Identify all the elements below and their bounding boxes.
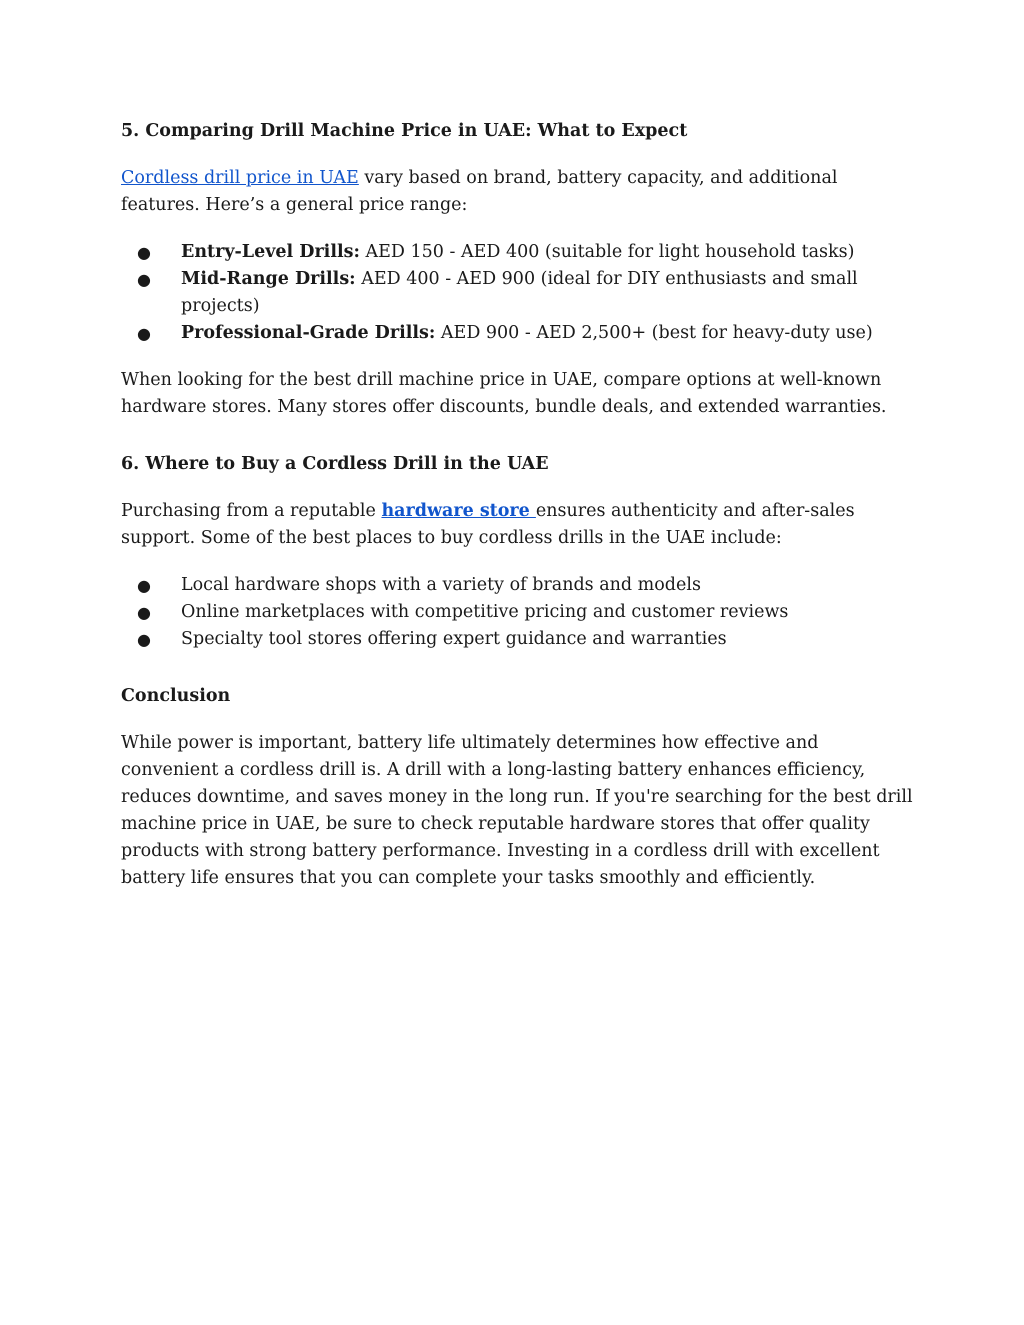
list-item-label: Entry-Level Drills:: [181, 242, 360, 262]
list-item-label: Professional-Grade Drills:: [181, 323, 436, 343]
list-item-text: Local hardware shops with a variety of brands and models: [181, 575, 701, 595]
section-5-intro-text: vary based on brand, battery capacity, and additional features. Here’s a general price range:: [121, 168, 838, 215]
bullet-icon: ●: [137, 630, 151, 649]
section-6-heading: 6. Where to Buy a Cordless Drill in the UAE: [121, 454, 549, 474]
price-range-list: [121, 239, 921, 347]
list-item: [121, 320, 921, 347]
conclusion-heading: Conclusion: [121, 686, 231, 706]
cordless-drill-price-link[interactable]: Cordless drill price in UAE: [121, 168, 359, 188]
list-item: [121, 599, 921, 626]
document-page: [121, 118, 921, 892]
list-item: [121, 266, 921, 320]
bullet-icon: ●: [137, 603, 151, 622]
where-to-buy-list: [121, 572, 921, 653]
bullet-icon: ●: [137, 576, 151, 595]
list-item-text: Specialty tool stores offering expert guidance and warranties: [181, 629, 727, 649]
section-6-intro-before: Purchasing from a reputable: [121, 501, 382, 521]
section-6-intro-after: ensures authenticity and after-sales support. Some of the best places to buy cordless drills in the UAE include:: [121, 501, 855, 548]
bullet-icon: ●: [137, 270, 151, 289]
section-5-heading: 5. Comparing Drill Machine Price in UAE: What to Expect: [121, 121, 688, 141]
conclusion-text: While power is important, battery life ultimately determines how effective and convenient a cordless drill is. A drill with a long-lasting battery enhances efficiency, reduces downtime, and saves money in the long run. If you're searching for the best drill machine price in UAE, be sure to check reputable hardware stores that offer quality products with strong battery performance. Investing in a cordless drill with excellent battery life ensures that you can complete your tasks smoothly and efficiently.: [121, 733, 913, 888]
list-item: [121, 626, 921, 653]
list-item: [121, 572, 921, 599]
list-item-text: Online marketplaces with competitive pricing and customer reviews: [181, 602, 789, 622]
section-6-intro: [121, 498, 921, 552]
list-item-label: Mid-Range Drills:: [181, 269, 356, 289]
list-item: [121, 239, 921, 266]
hardware-store-link[interactable]: hardware store: [381, 501, 536, 521]
list-item-text: AED 150 - AED 400 (suitable for light household tasks): [359, 242, 855, 262]
bullet-icon: ●: [137, 324, 151, 343]
list-item-text: AED 400 - AED 900 (ideal for DIY enthusiasts and small projects): [181, 269, 858, 316]
bullet-icon: ●: [137, 243, 151, 262]
list-item-text: AED 900 - AED 2,500+ (best for heavy-duty use): [435, 323, 873, 343]
section-5-closing: When looking for the best drill machine price in UAE, compare options at well-known hardware stores. Many stores offer discounts, bundle deals, and extended warranties.: [121, 370, 887, 417]
section-5-intro: [121, 165, 921, 219]
